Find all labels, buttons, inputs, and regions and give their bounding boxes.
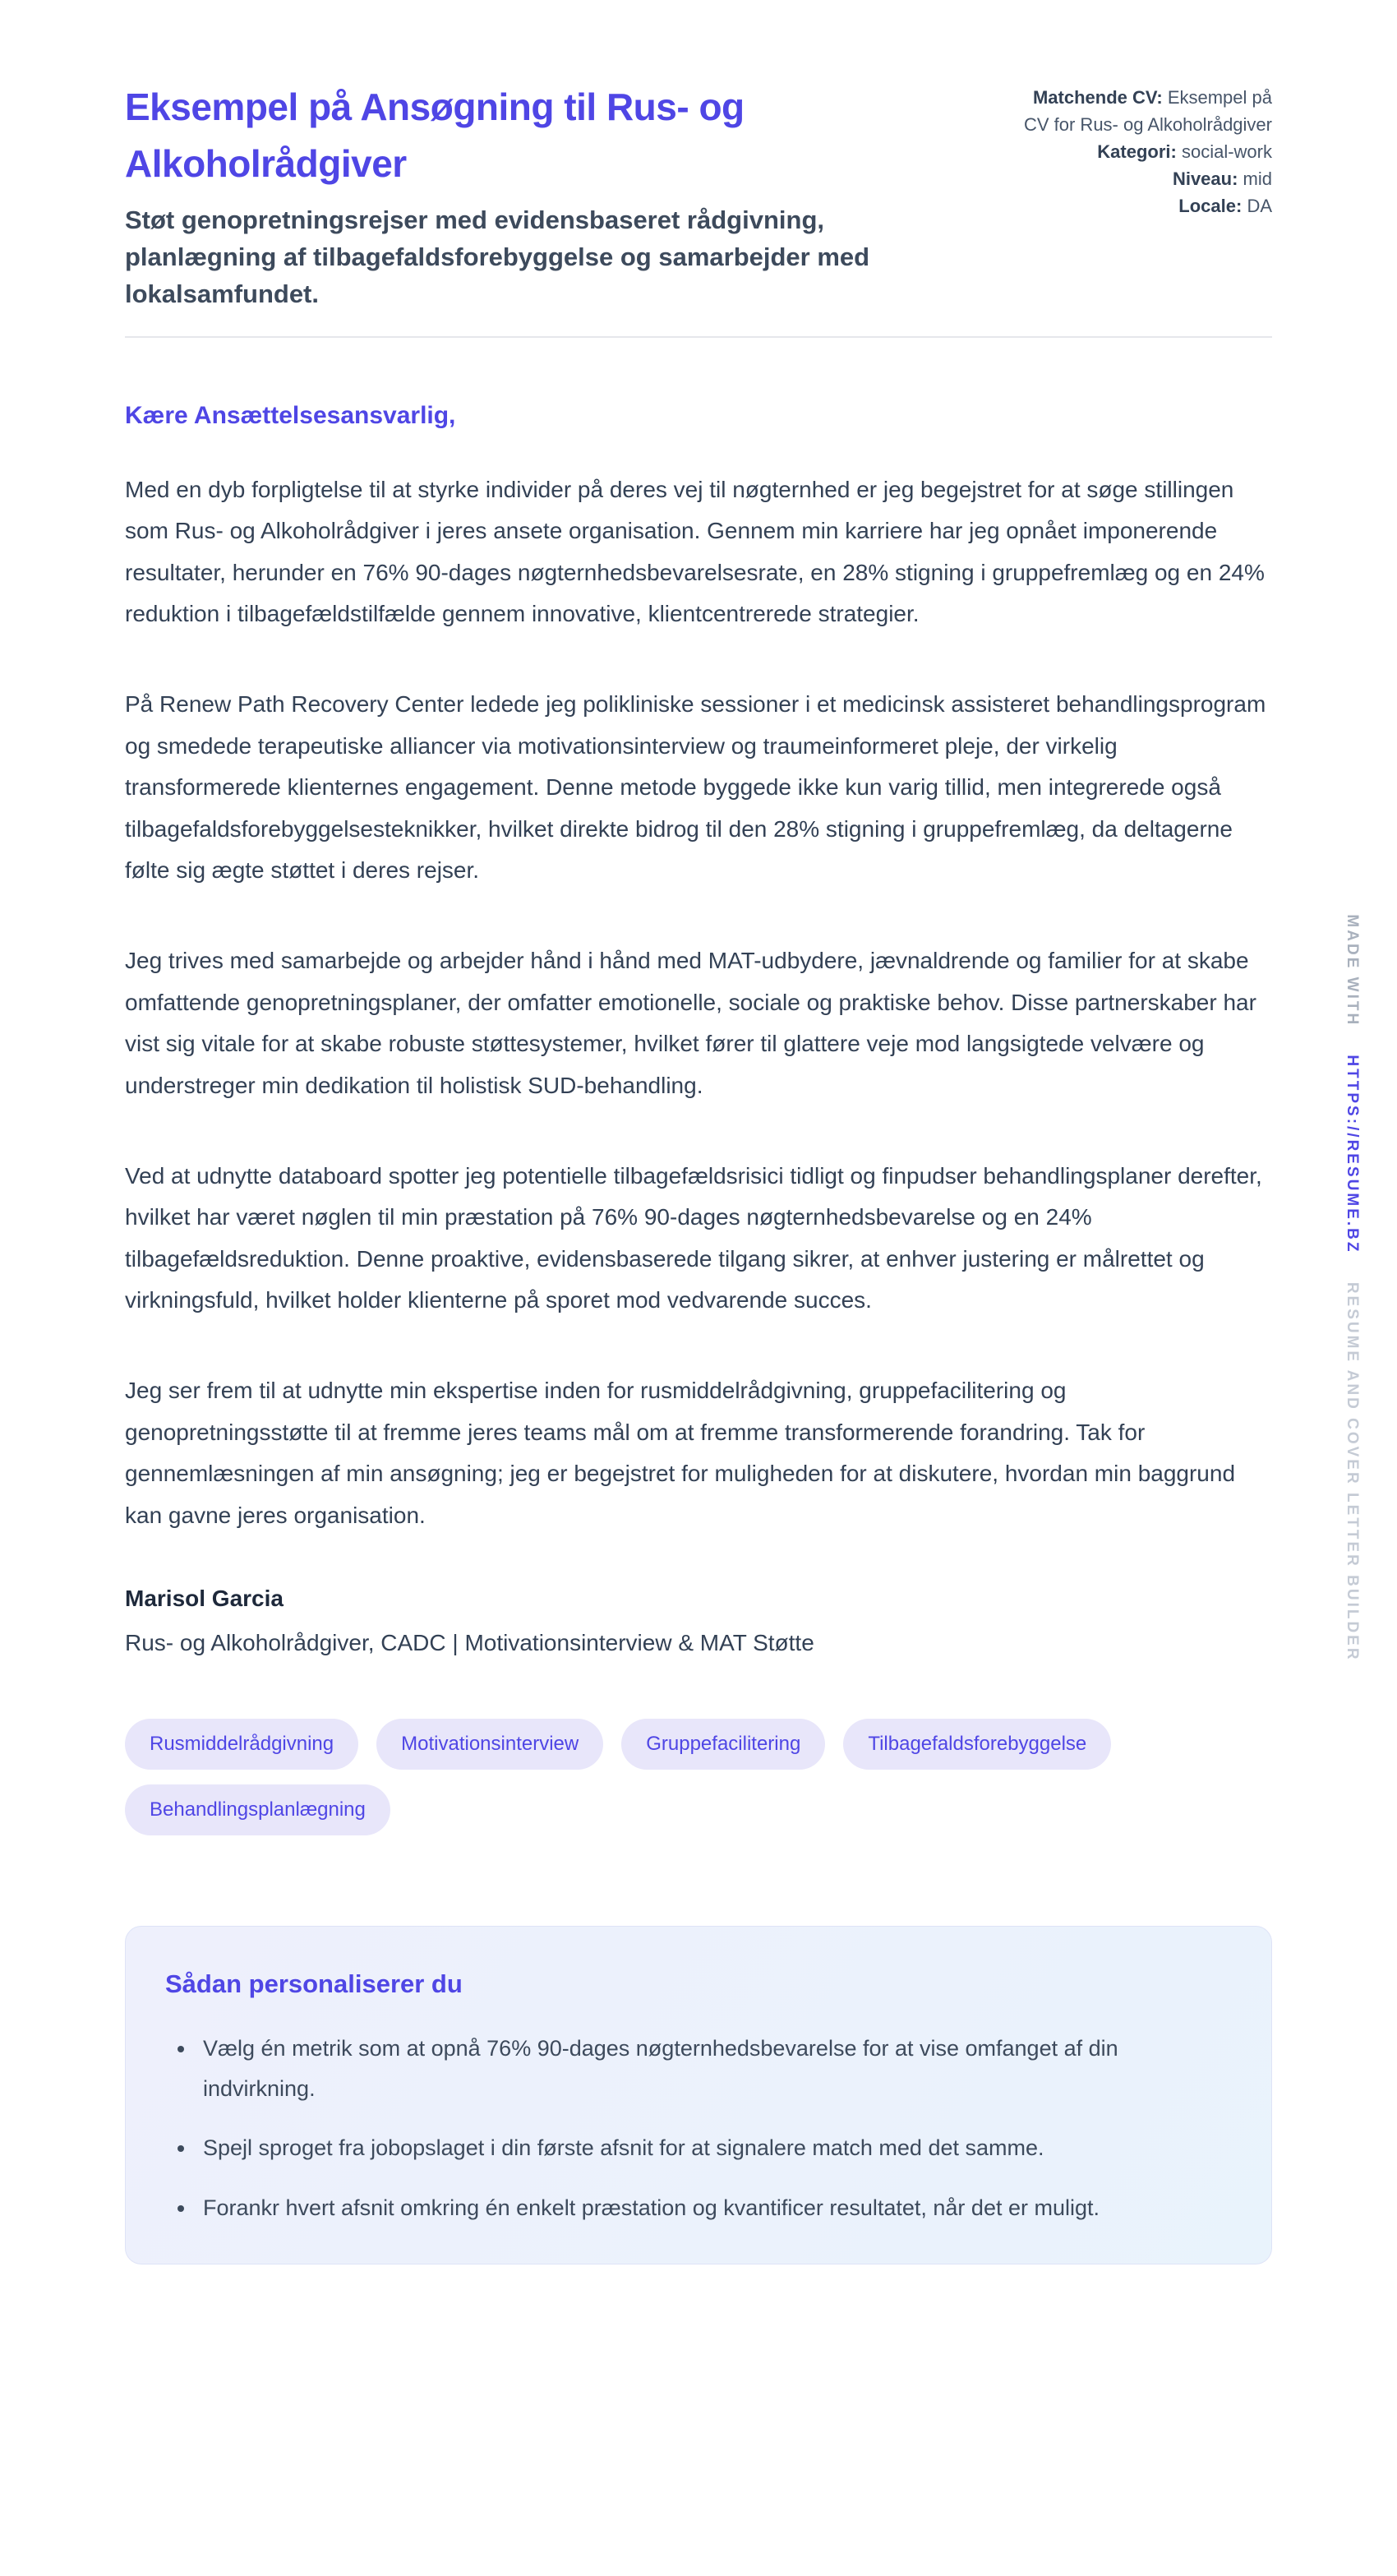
meta-block xyxy=(1017,79,1272,219)
meta-value: DA xyxy=(1247,196,1272,216)
meta-locale xyxy=(1017,192,1272,219)
watermark-suffix: RESUME AND COVER LETTER BUILDER xyxy=(1344,1281,1361,1662)
letter-paragraph: Ved at udnytte databoard spotter jeg potentielle tilbagefældsrisici tidligt og finpudser behandlingsplaner derefter, hvilket har været nøglen til min præstation på 76% 90-dages nøgternhedsbevarelse og en 24% tilbagefældsreduktion. Denne proaktive, evidensbaserede tilgang sikrer, at enhver justering er målrettet og virkningsfuld, hvilket holder klienterne på sporet mod vedvarende succes. xyxy=(125,1162,1262,1313)
page-header xyxy=(125,79,1272,313)
watermark-sidebar xyxy=(1343,914,1361,1661)
signature-name: Marisol Garcia xyxy=(125,1586,284,1612)
meta-label: Matchende CV: xyxy=(1032,87,1163,108)
skill-tag: Motivationsinterview xyxy=(376,1719,603,1770)
skill-tag: Tilbagefaldsforebyggelse xyxy=(843,1719,1111,1770)
meta-value: Eksempel på CV for Rus- og Alkoholrådgiver xyxy=(1023,87,1272,135)
letter-paragraph: Jeg trives med samarbejde og arbejder hånd i hånd med MAT-udbydere, jævnaldrende og familier for at skabe omfattende genopretningsplaner, der omfatter emotionelle, sociale og praktiske behov. Disse partnerskaber har vist sig vitale for at skabe robuste støttesystemer, hvilket fører til glattere veje mod langsigtede velvære og understreger min dedikation til holistisk SUD-behandling. xyxy=(125,948,1256,1098)
page-title: Eksempel på Ansøgning til Rus- og Alkoholrådgiver xyxy=(125,85,745,185)
header-divider xyxy=(125,336,1272,338)
skill-tag: Rusmiddelrådgivning xyxy=(125,1719,358,1770)
tip-item: • Spejl sproget fra jobopslaget i din første afsnit for at signalere match med det samme. xyxy=(196,2128,1232,2168)
personalization-tips-box xyxy=(125,1926,1272,2264)
meta-level xyxy=(1017,165,1272,192)
watermark-link[interactable]: HTTPS://RESUME.BZ xyxy=(1344,1055,1361,1254)
tips-title: Sådan personaliserer du xyxy=(165,1969,463,1999)
skill-tag: Behandlingsplanlægning xyxy=(125,1784,390,1835)
meta-value: mid xyxy=(1243,169,1272,189)
letter-paragraph: Jeg ser frem til at udnytte min ekspertise inden for rusmiddelrådgivning, gruppefacilitering og genopretningsstøtte til at fremme jeres teams mål om at fremme transformerende forandring. Tak for gennemlæsningen af min ansøgning; jeg er begejstret for muligheden for at diskutere, hvordan min baggrund kan gavne jeres organisation. xyxy=(125,1378,1236,1528)
salutation: Kære Ansættelsesansvarlig, xyxy=(125,401,456,429)
cover-letter-page xyxy=(125,0,1272,2264)
meta-label: Kategori: xyxy=(1097,141,1177,162)
meta-value: social-work xyxy=(1181,141,1272,162)
meta-label: Locale: xyxy=(1178,196,1243,216)
meta-category xyxy=(1017,138,1272,165)
letter-paragraph: På Renew Path Recovery Center ledede jeg polikliniske sessioner i et medicinsk assisteret behandlingsprogram og smedede terapeutiske alliancer via motivationsinterview og traumeinformeret pleje, der virkelig transformerede klienternes engagement. Denne metode byggede ikke kun varig tillid, men integrerede også tilbagefaldsforebyggelsesteknikker, hvilket direkte bidrog til den 28% stigning i gruppefremlæg, da deltagerne følte sig ægte støttet i deres rejser. xyxy=(125,691,1266,883)
page-subtitle: Støt genopretningsrejser med evidensbaseret rådgivning, planlægning af tilbagefaldsforebyggelse og samarbejder med lokalsamfundet. xyxy=(125,205,870,308)
meta-matching-cv xyxy=(1017,84,1272,138)
title-block xyxy=(125,79,947,313)
letter-paragraph: Med en dyb forpligtelse til at styrke individer på deres vej til nøgternhed er jeg begejstret for at søge stillingen som Rus- og Alkoholrådgiver i jeres ansete organisation. Gennem min karriere har jeg opnået imponerende resultater, herunder en 76% 90-dages nøgternhedsbevarelsesrate, en 28% stigning i gruppefremlæg og en 24% reduktion i tilbagefældstilfælde gennem innovative, klientcentrerede strategier. xyxy=(125,476,1265,626)
watermark-prefix: MADE WITH xyxy=(1344,914,1361,1027)
signature-role: Rus- og Alkoholrådgiver, CADC | Motivationsinterview & MAT Støtte xyxy=(125,1630,814,1656)
skill-tag: Gruppefacilitering xyxy=(621,1719,825,1770)
tip-item: • Forankr hvert afsnit omkring én enkelt præstation og kvantificer resultatet, når det er muligt. xyxy=(196,2188,1232,2228)
letter-body xyxy=(125,402,1272,1656)
tip-item: • Vælg én metrik som at opnå 76% 90-dages nøgternhedsbevarelse for at vise omfanget af din indvirkning. xyxy=(196,2029,1232,2108)
meta-label: Niveau: xyxy=(1172,169,1238,189)
tips-list xyxy=(165,2029,1232,2227)
skill-tags xyxy=(125,1719,1272,1835)
